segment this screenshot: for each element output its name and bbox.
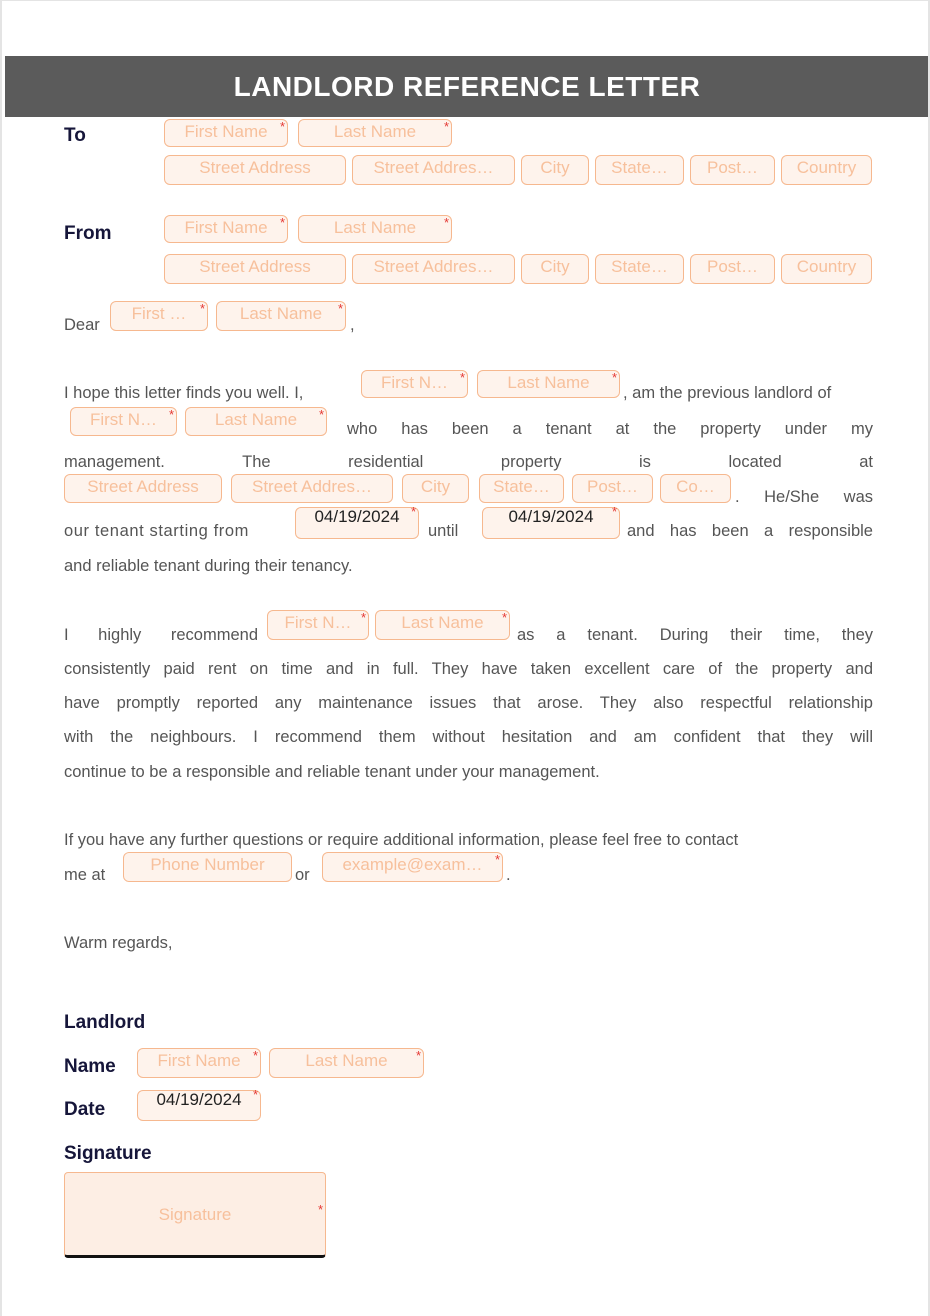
from-street2-field[interactable]: Street Addres… <box>352 254 515 284</box>
recommend-last-name-field[interactable]: Last Name * <box>375 610 510 640</box>
to-state-field[interactable]: State… <box>595 155 684 185</box>
body-text: I highly recommend <box>64 626 258 644</box>
body-text: who has been a tenant at the property under my <box>347 420 873 438</box>
phone-number-field[interactable]: Phone Number <box>123 852 292 882</box>
property-state-field[interactable]: State… <box>479 474 564 503</box>
property-city-field[interactable]: City <box>402 474 469 503</box>
to-country-field[interactable]: Country <box>781 155 872 185</box>
signed-date-field[interactable]: 04/19/2024 * <box>137 1090 261 1121</box>
from-street-field[interactable]: Street Address <box>164 254 346 284</box>
body-text: me at <box>64 866 106 884</box>
page-border <box>2 0 930 1</box>
signature-label: Signature <box>64 1143 152 1164</box>
body-text: have promptly reported any maintenance issues that arose. They also respectful relationship <box>64 694 873 712</box>
body-text: our tenant starting from <box>64 522 249 540</box>
email-field[interactable]: example@exam… * <box>322 852 503 882</box>
body-text: as a tenant. During their time, they <box>517 626 873 644</box>
body-text: until <box>428 522 459 540</box>
from-city-field[interactable]: City <box>521 254 589 284</box>
tenant-last-name-field[interactable]: Last Name * <box>185 407 327 436</box>
body-text: or <box>295 866 310 884</box>
to-last-name-field[interactable]: Last Name * <box>298 119 452 147</box>
landlord-last-name-field[interactable]: Last Name * <box>477 370 620 398</box>
closing-text: Warm regards, <box>64 934 173 952</box>
body-text: If you have any further questions or require additional information, please feel free to contact <box>64 831 739 849</box>
dear-last-name-field[interactable]: Last Name * <box>216 301 346 331</box>
body-text: with the neighbours. I recommend them without hesitation and am confident that they will <box>64 728 873 746</box>
tenancy-end-date-field[interactable]: 04/19/2024 * <box>482 507 620 539</box>
to-street-field[interactable]: Street Address <box>164 155 346 185</box>
body-text: . <box>506 866 511 884</box>
tenancy-start-date-field[interactable]: 04/19/2024 * <box>295 507 419 539</box>
property-street-field[interactable]: Street Address <box>64 474 222 503</box>
landlord-first-name-field[interactable]: First N… * <box>361 370 468 398</box>
body-text: and has been a responsible <box>627 522 873 540</box>
from-label: From <box>64 223 112 244</box>
body-text: , am the previous landlord of <box>623 384 832 402</box>
signer-first-name-field[interactable]: First Name * <box>137 1048 261 1078</box>
dear-label: Dear <box>64 316 100 334</box>
dear-comma: , <box>350 316 355 334</box>
to-first-name-field[interactable]: First Name * <box>164 119 288 147</box>
body-text: and reliable tenant during their tenancy. <box>64 557 353 575</box>
property-postal-field[interactable]: Post… <box>572 474 653 503</box>
to-postal-field[interactable]: Post… <box>690 155 775 185</box>
from-postal-field[interactable]: Post… <box>690 254 775 284</box>
from-first-name-field[interactable]: First Name * <box>164 215 288 243</box>
to-street2-field[interactable]: Street Addres… <box>352 155 515 185</box>
property-country-field[interactable]: Co… <box>660 474 731 503</box>
body-text: consistently paid rent on time and in full. They have taken excellent care of the property and <box>64 660 873 678</box>
body-text: management. The residential property is located at <box>64 453 873 471</box>
to-label: To <box>64 125 86 146</box>
property-street2-field[interactable]: Street Addres… <box>231 474 393 503</box>
name-label: Name <box>64 1056 116 1077</box>
page-title: LANDLORD REFERENCE LETTER <box>5 56 929 117</box>
recommend-first-name-field[interactable]: First N… * <box>267 610 369 640</box>
to-city-field[interactable]: City <box>521 155 589 185</box>
dear-first-name-field[interactable]: First … * <box>110 301 208 331</box>
from-country-field[interactable]: Country <box>781 254 872 284</box>
landlord-heading: Landlord <box>64 1012 146 1033</box>
body-text: . He/She was <box>735 488 873 506</box>
body-text: I hope this letter finds you well. I, <box>64 384 304 402</box>
from-last-name-field[interactable]: Last Name * <box>298 215 452 243</box>
body-text: continue to be a responsible and reliable tenant under your management. <box>64 763 600 781</box>
signer-last-name-field[interactable]: Last Name * <box>269 1048 424 1078</box>
signature-field[interactable]: Signature * <box>64 1172 326 1258</box>
from-state-field[interactable]: State… <box>595 254 684 284</box>
tenant-first-name-field[interactable]: First N… * <box>70 407 177 436</box>
date-label: Date <box>64 1099 106 1120</box>
